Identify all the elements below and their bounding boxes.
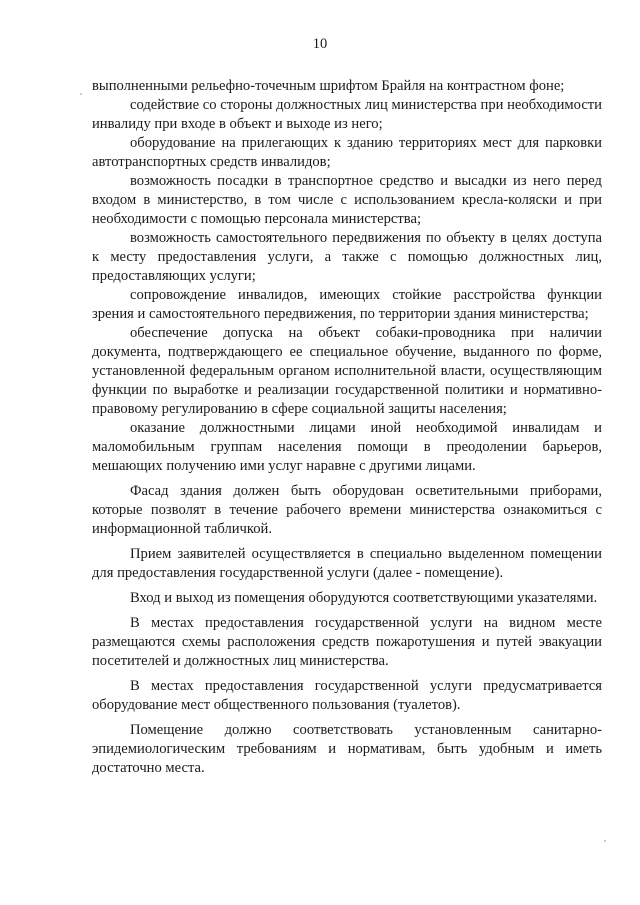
paragraph: оказание должностными лицами иной необходимой инвалидам и маломобильным группам населения помощи в преодолении барьеров, мешающих получению ими услуг наравне с другими лицами. — [92, 420, 602, 474]
scan-speck — [604, 840, 606, 842]
paragraph: оборудование на прилегающих к зданию территориях мест для парковки автотранспортных средств инвалидов; — [92, 135, 602, 170]
paragraph: возможность посадки в транспортное средство и высадки из него перед входом в министерство, в том числе с использованием кресла-коляски и при необходимости с помощью персонала министерства; — [92, 173, 602, 227]
paragraph: обеспечение допуска на объект собаки-проводника при наличии документа, подтверждающего ее специальное обучение, выданного по форме, установленной федеральным органом исполнительной власти, осуществляющим функции по выработке и реализации государственной политики и нормативно-правовому регулированию в сфере социальной защиты населения; — [92, 325, 602, 417]
document-body — [92, 77, 602, 778]
paragraph: В местах предоставления государственной услуги на видном месте размещаются схемы расположения средств пожаротушения и путей эвакуации посетителей и должностных лиц министерства. — [92, 615, 602, 669]
paragraph: содействие со стороны должностных лиц министерства при необходимости инвалиду при входе в объект и выходе из него; — [92, 97, 602, 132]
paragraph: Помещение должно соответствовать установленным санитарно-эпидемиологическим требованиям и нормативам, быть удобным и иметь достаточно места. — [92, 722, 602, 776]
paragraph: Фасад здания должен быть оборудован осветительными приборами, которые позволят в течение рабочего времени министерства ознакомиться с информационной табличкой. — [92, 483, 602, 537]
paragraph: сопровождение инвалидов, имеющих стойкие расстройства функции зрения и самостоятельного передвижения, по территории здания министерства; — [92, 287, 602, 322]
paragraph: Вход и выход из помещения оборудуются соответствующими указателями. — [130, 590, 598, 606]
paragraph: Прием заявителей осуществляется в специально выделенном помещении для предоставления государственной услуги (далее - помещение). — [92, 546, 602, 581]
paragraph: выполненными рельефно-точечным шрифтом Брайля на контрастном фоне; — [92, 78, 565, 94]
paragraph: возможность самостоятельного передвижения по объекту в целях доступа к месту предоставления услуги, а также с помощью должностных лиц, предоставляющих услуги; — [92, 230, 602, 284]
scan-speck — [80, 93, 82, 95]
page-number: 10 — [312, 36, 328, 52]
paragraph: В местах предоставления государственной услуги предусматривается оборудование мест общественного пользования (туалетов). — [92, 678, 602, 713]
